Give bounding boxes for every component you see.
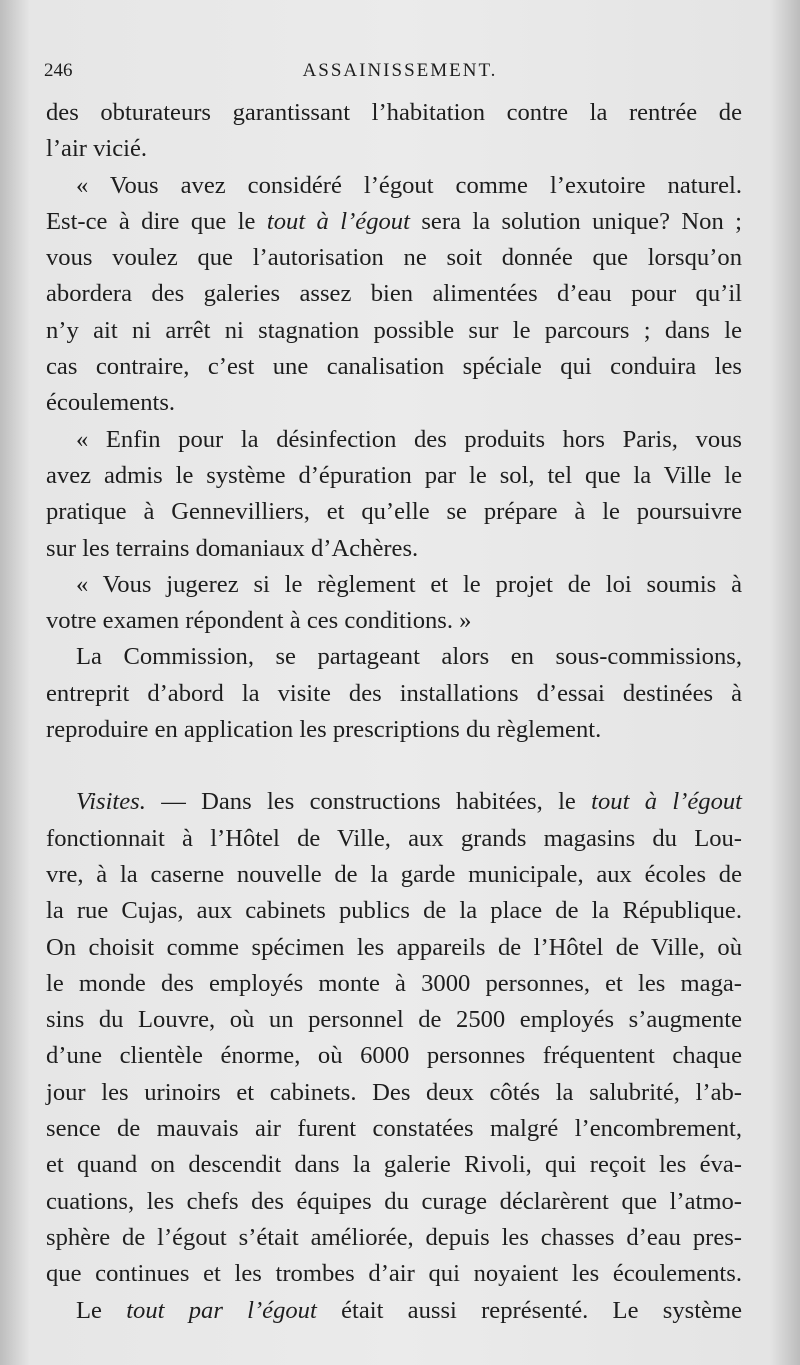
text-segment: « Vous jugerez si le règlement et le projet de loi soumis à — [76, 570, 742, 598]
text-segment: écoulements. — [46, 389, 176, 417]
text-line — [46, 240, 742, 276]
text-segment: avez admis le système d’épuration par le sol, tel que la Ville le — [46, 461, 742, 489]
text-segment: sins du Louvre, où un personnel de 2500 employés s’augmente — [46, 1006, 742, 1034]
text-segment: le monde des employés monte à 3000 personnes, et les maga- — [46, 969, 742, 997]
text-line — [46, 494, 742, 530]
text-line — [46, 131, 742, 167]
italic-text: tout à l’égout — [266, 207, 410, 235]
text-segment: que continues et les trombes d’air qui noyaient les écoulements. — [46, 1260, 742, 1288]
text-segment: n’y ait ni arrêt ni stagnation possible sur le parcours ; dans le — [46, 316, 742, 344]
text-line — [46, 603, 742, 639]
text-line — [46, 567, 742, 603]
text-line — [46, 857, 742, 893]
text-line — [46, 1038, 742, 1074]
text-line — [46, 95, 742, 131]
text-line — [46, 458, 742, 494]
text-segment: pratique à Gennevilliers, et qu’elle se prépare à le poursuivre — [46, 498, 742, 526]
text-segment: l’air vicié. — [46, 135, 148, 163]
text-line — [46, 1220, 742, 1256]
text-line — [46, 1111, 742, 1147]
italic-text: Visites. — [76, 788, 146, 816]
text-segment: Le — [76, 1296, 127, 1324]
text-segment: « Enfin pour la désinfection des produits hors Paris, vous — [76, 425, 742, 453]
text-line — [46, 313, 742, 349]
text-segment: la rue Cujas, aux cabinets publics de la place de la République. — [46, 897, 742, 925]
text-line — [46, 204, 742, 240]
text-segment: des obturateurs garantissant l’habitation contre la rentrée de — [46, 99, 742, 126]
text-line — [46, 1256, 742, 1292]
text-segment: cuations, les chefs des équipes du curage déclarèrent que l’atmo- — [46, 1187, 742, 1215]
text-line — [46, 639, 742, 675]
italic-text: tout à l’égout — [591, 788, 742, 816]
text-line — [46, 1293, 742, 1329]
text-segment: reproduire en application les prescriptions du règlement. — [46, 716, 602, 744]
text-segment: Est-ce à dire que le — [46, 207, 267, 235]
text-segment: jour les urinoirs et cabinets. Des deux côtés la salubrité, l’ab- — [46, 1078, 742, 1106]
running-title: ASSAINISSEMENT. — [302, 60, 498, 81]
text-line — [46, 893, 742, 929]
text-segment: La Commission, se partageant alors en sous-commissions, — [76, 643, 742, 671]
text-segment: d’une clientèle énorme, où 6000 personnes fréquentent chaque — [46, 1042, 742, 1070]
text-line — [46, 712, 742, 748]
page-header — [44, 60, 756, 84]
text-line — [46, 385, 742, 421]
text-line — [46, 1002, 742, 1038]
text-segment: abordera des galeries assez bien alimentées d’eau pour qu’il — [46, 280, 742, 308]
text-segment: On choisit comme spécimen les appareils de l’Hôtel de Ville, où — [46, 933, 742, 961]
text-segment: cas contraire, c’est une canalisation spéciale qui conduira les — [46, 353, 742, 381]
text-line — [46, 930, 742, 966]
text-segment: vre, à la caserne nouvelle de la garde municipale, aux écoles de — [46, 860, 742, 888]
text-line — [46, 531, 742, 567]
page-number: 246 — [44, 60, 73, 81]
text-line — [46, 1075, 742, 1111]
text-segment: sera la solution unique? Non ; — [409, 207, 742, 235]
text-line — [46, 1147, 742, 1183]
text-line — [46, 966, 742, 1002]
text-line — [46, 821, 742, 857]
text-segment: et quand on descendit dans la galerie Rivoli, qui reçoit les éva- — [46, 1151, 742, 1179]
text-segment: fonctionnait à l’Hôtel de Ville, aux grands magasins du Lou- — [46, 824, 742, 852]
text-line — [46, 422, 742, 458]
text-segment: entreprit d’abord la visite des installations d’essai destinées à — [46, 679, 742, 707]
text-segment: — Dans les constructions habitées, le — [145, 788, 592, 816]
text-segment: vous voulez que l’autorisation ne soit donnée que lorsqu’on — [46, 244, 742, 272]
text-segment: sence de mauvais air furent constatées malgré l’encombrement, — [46, 1115, 742, 1143]
text-line — [46, 1184, 742, 1220]
text-segment: était aussi représenté. Le système — [316, 1296, 742, 1324]
text-segment: « Vous avez considéré l’égout comme l’exutoire naturel. — [76, 171, 742, 199]
text-segment: sur les terrains domaniaux d’Achères. — [46, 534, 419, 562]
text-segment: votre examen répondent à ces conditions. » — [46, 607, 472, 635]
text-line — [46, 168, 742, 204]
body-text — [46, 95, 742, 1329]
text-line — [46, 784, 742, 820]
italic-text: tout par l’égout — [126, 1296, 317, 1324]
text-line — [46, 349, 742, 385]
text-line — [46, 276, 742, 312]
text-line — [46, 676, 742, 712]
text-segment: sphère de l’égout s’était améliorée, depuis les chasses d’eau pres- — [46, 1223, 742, 1251]
